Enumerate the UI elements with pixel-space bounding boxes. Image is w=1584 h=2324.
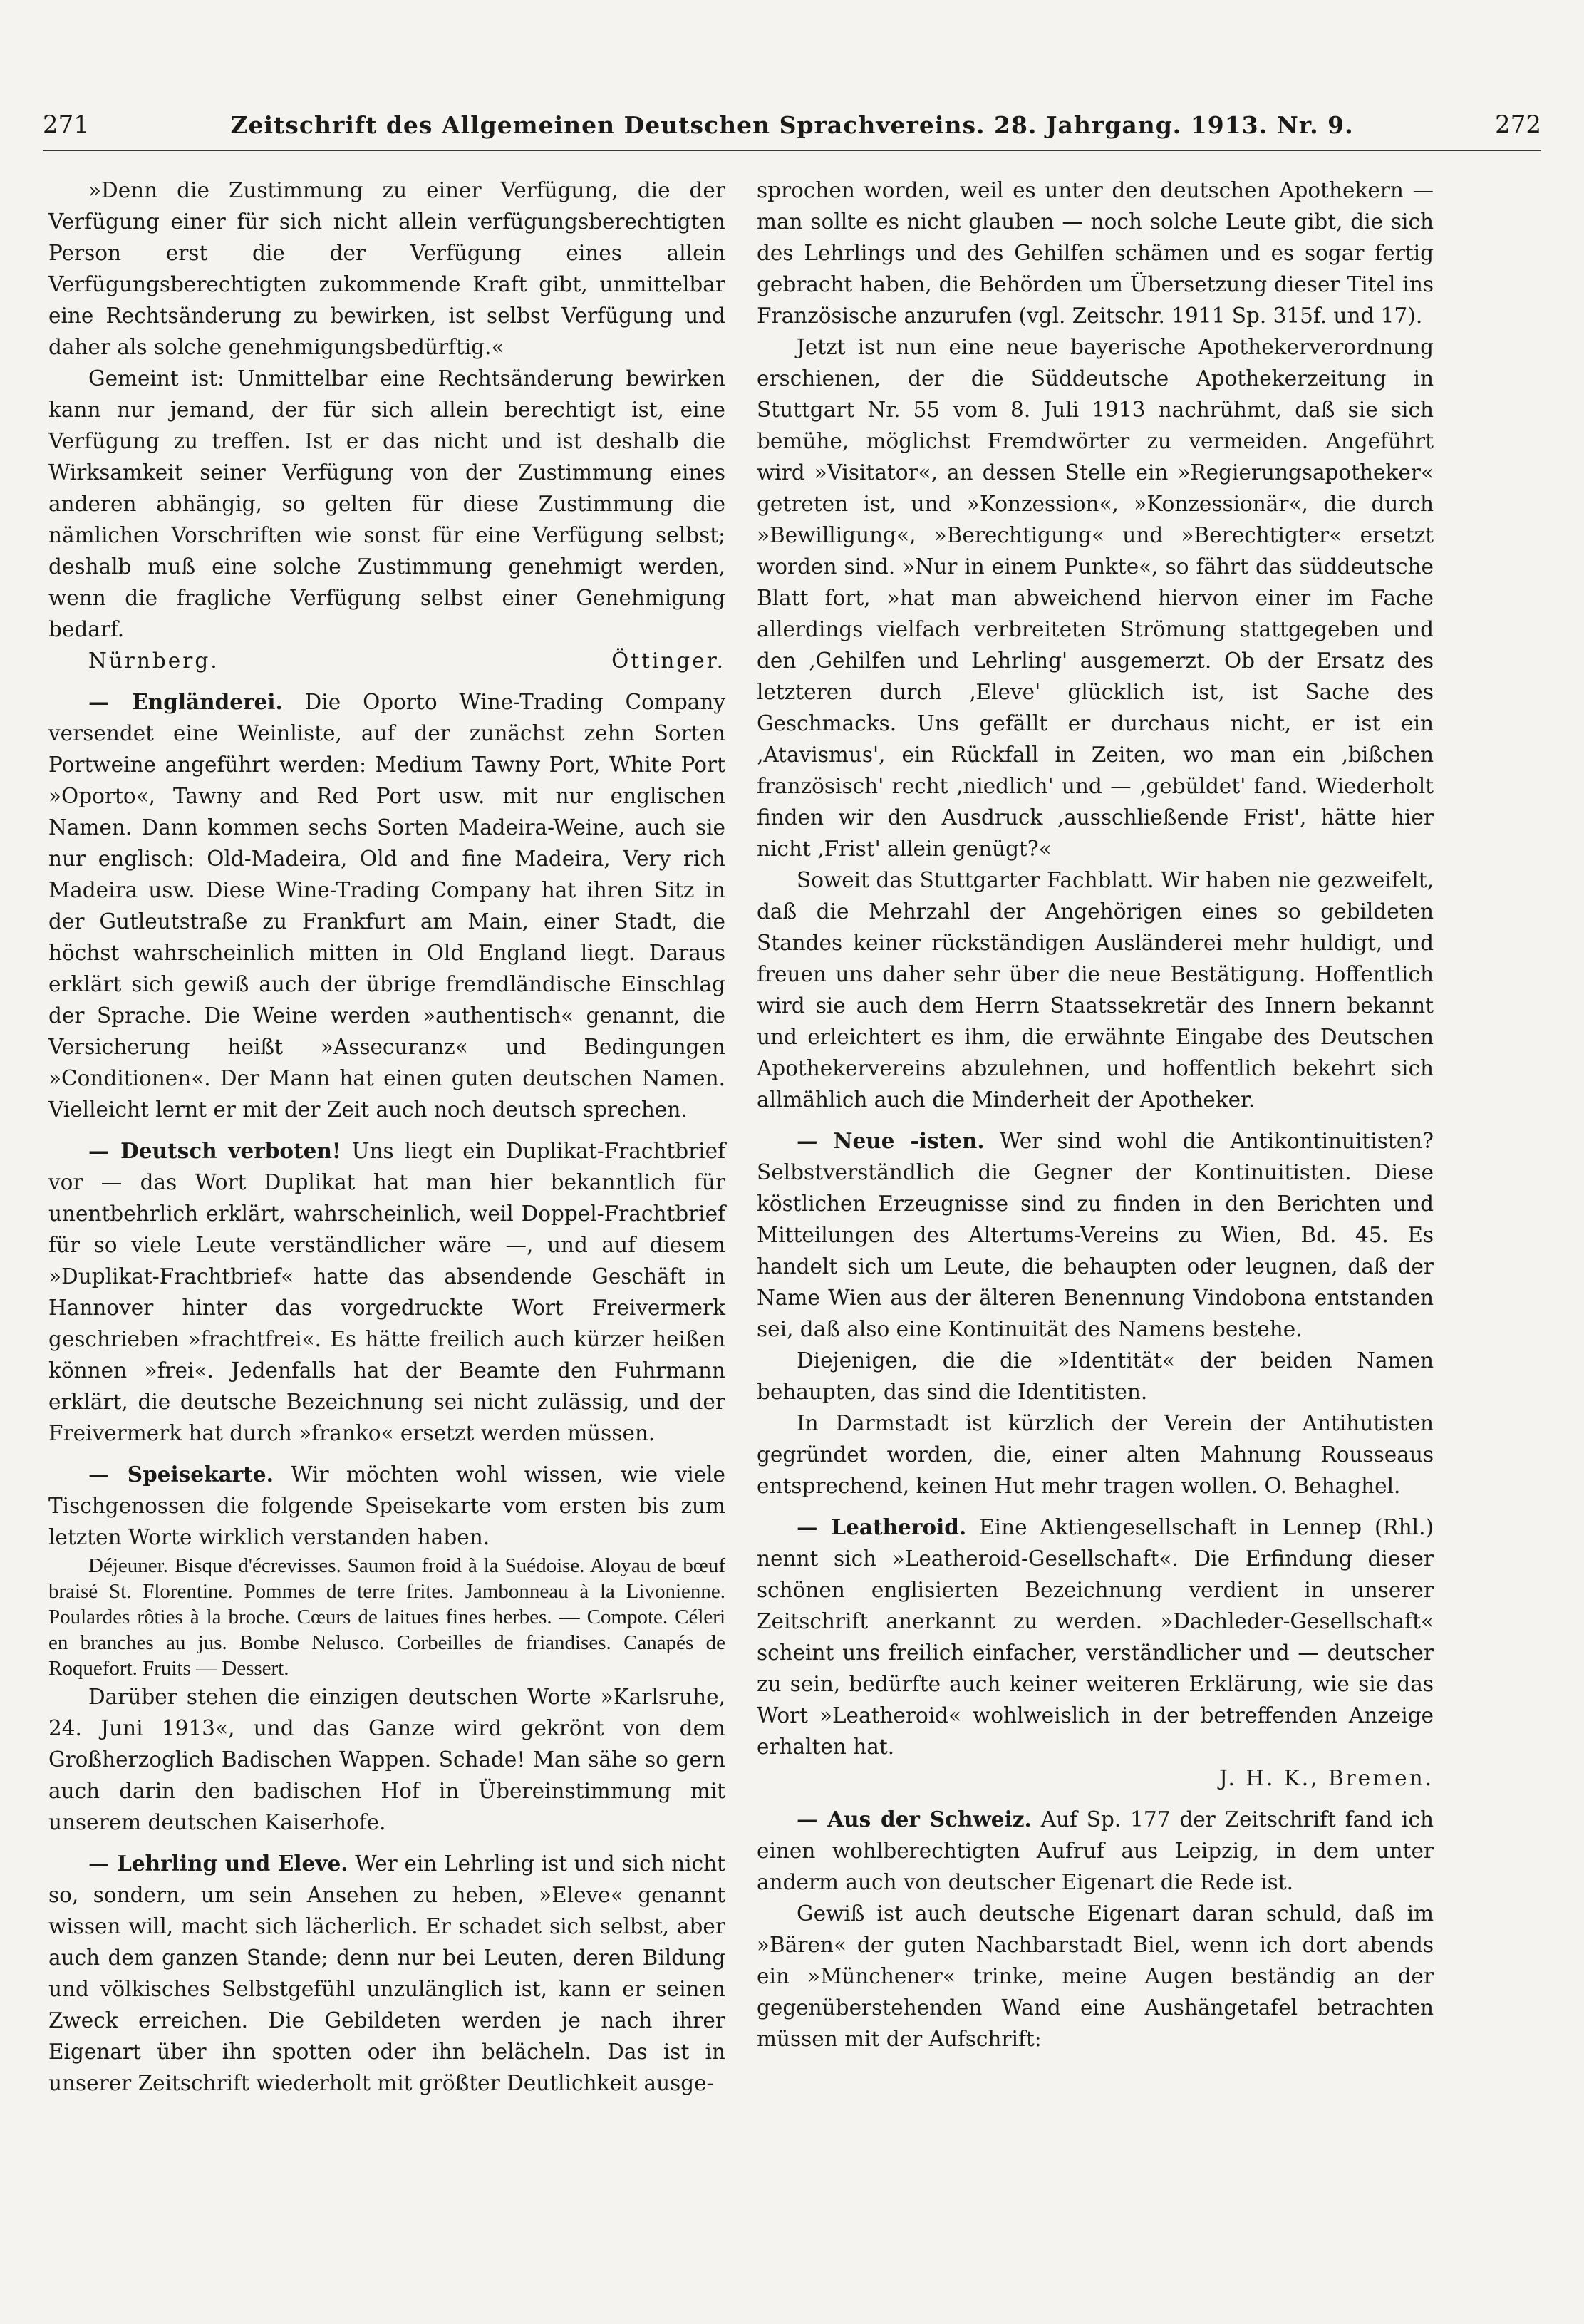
headword-englaenderei: — Engländerei. (88, 689, 283, 714)
identitaet-paragraph: Diejenigen, die die »Identität« der beiden Namen behaupten, das sind die Identitisten. (757, 1348, 1434, 1404)
darmstadt-paragraph: In Darmstadt ist kürzlich der Verein der Antihutisten gegründet worden, die, einer alten Mahnung Rousseaus entsprechend, keinen Hut mehr tragen wollen. O. Behaghel. (757, 1411, 1434, 1498)
signature-oettinger (48, 645, 725, 676)
signature-name: Öttinger. (611, 649, 725, 673)
soweit-paragraph: Soweit das Stuttgarter Fachblatt. Wir haben nie gezweifelt, daß die Mehrzahl der Angehörigen eines so gebildeten Standes keiner rückständigen Ausländerei mehr huldigt, und freuen uns daher sehr über die neue Bestätigung. Hoffentlich wird sie auch dem Herrn Staatssekretär des Innern bekannt und erleichtert es ihm, die erwähnte Eingabe des Deutschen Apothekervereins abzulehnen, und hoffentlich bekehrt sich allmählich auch die Minderheit der Apotheker. (757, 868, 1434, 1112)
body-lehrling-eleve: Wer ein Lehrling ist und sich nicht so, sondern, um sein Ansehen zu heben, »Eleve« genannt wissen will, macht sich lächerlich. Er schadet sich selbst, aber auch dem ganzen Stande; denn nur bei Leuten, deren Bildung und völkisches Selbstgefühl unzulänglich ist, kann er seinen Zweck erreichen. Die Gebildeten werden je nach ihrer Eigenart über ihn spotten oder ihn belächeln. Das ist in unserer Zeitschrift wiederholt mit größter Deutlichkeit ausge- (48, 1852, 725, 2095)
body-leatheroid: Eine Aktiengesellschaft in Lennep (Rhl.) nennt sich »Leatheroid-Gesellschaft«. Die Erfindung dieser schönen englisierten Bezeichnung verdient in unserer Zeitschrift anerkannt zu werden. »Dachleder-Gesellschaft« scheint uns freilich einfacher, verständlicher und — deutscher zu sein, bedürfte auch keiner weiteren Erklärung, wie sie das Wort »Leatheroid« wohlweislich in der betreffenden Anzeige erhalten hat. (757, 1515, 1434, 1759)
journal-title: Zeitschrift des Allgemeinen Deutschen Sprachvereins. 28. Jahrgang. 1913. Nr. 9. (230, 110, 1354, 139)
headword-leatheroid: — Leatheroid. (797, 1514, 967, 1539)
headword-speisekarte: — Speisekarte. (88, 1462, 274, 1487)
body-aus-der-schweiz: Auf Sp. 177 der Zeitschrift fand ich einen wohlberechtigten Aufruf aus Leipzig, in dem unter anderm auch von deutscher Eigenart die Rede ist. (757, 1807, 1434, 1894)
left-column (48, 175, 725, 2099)
article-aus-der-schweiz (757, 1804, 1434, 1898)
page-header (43, 100, 1541, 151)
article-lehrling-eleve (48, 1848, 725, 2099)
headword-deutsch-verboten: — Deutsch verboten! (88, 1138, 341, 1163)
article-neue-isten (757, 1125, 1434, 1345)
darueber-paragraph: Darüber stehen die einzigen deutschen Worte »Karlsruhe, 24. Juni 1913«, und das Ganze wird gekrönt von dem Großherzoglich Badischen Wappen. Schade! Man sähe so gern auch darin den badischen Hof in Übereinstimmung mit unserem deutschen Kaiserhofe. (48, 1685, 725, 1834)
gemeint-paragraph: Gemeint ist: Unmittelbar eine Rechtsänderung bewirken kann nur jemand, der für sich allein berechtigt ist, eine Verfügung zu treffen. Ist er das nicht und ist deshalb die Wirksamkeit seiner Verfügung von der Zustimmung eines anderen abhängig, so gelten für diese Zustimmung die nämlichen Vorschriften wie sonst für eine Verfügung selbst; deshalb muß eine solche Zustimmung genehmigt werden, wenn die fragliche Verfügung selbst einer Genehmigung bedarf. (48, 366, 725, 641)
quote-block: »Denn die Zustimmung zu einer Verfügung, die der Verfügung einer für sich nicht allein verfügungsberechtigten Person erst die der Verfügung eines allein Verfügungsberechtigten zukommende Kraft gibt, unmittelbar eine Rechtsänderung zu bewirken, ist selbst Verfügung und daher als solche genehmigungsbedürftig.« (48, 178, 725, 359)
gewiss-paragraph: Gewiß ist auch deutsche Eigenart daran schuld, daß im »Bären« der guten Nachbarstadt Biel, wenn ich dort abends ein »Münchener« trinke, meine Augen beständig an der gegenüberstehenden Wand eine Aushängetafel betrachten müssen mit der Aufschrift: (757, 1901, 1434, 2051)
signature-jhk: J. H. K., Bremen. (1219, 1766, 1434, 1790)
body-neue-isten: Wer sind wohl die Antikontinuitisten? Selbstverständlich die Gegner der Kontinuitisten. Diese köstlichen Erzeugnisse sind zu finden in den Berichten und Mitteilungen des Altertums-Vereins zu Wien, Bd. 45. Es handelt sich um Leute, die behaupten oder leugnen, daß der Name Wien aus der älteren Benennung Vindobona entstanden sei, daß also eine Kontinuität des Namens bestehe. (757, 1129, 1434, 1341)
article-speisekarte (48, 1459, 725, 1553)
right-column (757, 175, 1434, 2055)
body-englaenderei: Die Oporto Wine-Trading Company versendet eine Weinliste, auf der zunächst zehn Sorten Portweine angeführt werden: Medium Tawny Port, White Port »Oporto«, Tawny and Red Port usw. mit nur englischen Namen. Dann kommen sechs Sorten Madeira-Weine, auch sie nur englisch: Old-Madeira, Old and fine Madeira, Very rich Madeira usw. Diese Wine-Trading Company hat ihren Sitz in der Gutleutstraße zu Frankfurt am Main, einer Stadt, die höchst wahrscheinlich mitten in Old England liegt. Daraus erklärt sich gewiß auch der übrige fremdländische Einschlag der Sprache. Die Weine werden »authentisch« genannt, die Versicherung heißt »Assecuranz« und Bedingungen »Conditionen«. Der Mann hat einen guten deutschen Namen. Vielleicht lernt er mit der Zeit auch noch deutsch sprechen. (48, 690, 725, 1122)
body-speisekarte: Wir möchten wohl wissen, wie viele Tischgenossen die folgende Speisekarte vom ersten bis zum letzten Worte wirklich verstanden haben. (48, 1462, 725, 1549)
headword-neue-isten: — Neue -isten. (797, 1128, 985, 1153)
continuation-paragraph: sprochen worden, weil es unter den deutschen Apothekern — man sollte es nicht glauben — noch solche Leute gibt, die sich des Lehrlings und des Gehilfen schämen und es sogar fertig gebracht haben, die Behörden um Übersetzung dieser Titel ins Französische anzurufen (vgl. Zeitschr. 1911 Sp. 315f. und 17). (757, 178, 1434, 328)
signature-place: Nürnberg. (88, 649, 219, 673)
body-deutsch-verboten: Uns liegt ein Duplikat-Frachtbrief vor — das Wort Duplikat hat man hier bekanntlich für unentbehrlich erklärt, wahrscheinlich, weil Doppel-Frachtbrief für so viele Leute verständlicher wäre —, und auf diesem »Duplikat-Frachtbrief« hatte das absendende Geschäft in Hannover hinter das vorgedruckte Wort Freivermerk geschrieben »frachtfrei«. Es hätte freilich auch kürzer heißen können »frei«. Jedenfalls hat der Beamte den Fuhrmann erklärt, die deutsche Bezeichnung sei nicht zulässig, und der Freivermerk hat durch »franko« ersetzt werden müssen. (48, 1139, 725, 1445)
article-deutsch-verboten (48, 1135, 725, 1449)
headword-aus-der-schweiz: — Aus der Schweiz. (797, 1807, 1032, 1832)
article-englaenderei (48, 686, 725, 1125)
menu-french: Déjeuner. Bisque d'écrevisses. Saumon froid à la Suédoise. Aloyau de bœuf braisé St. Florentine. Pommes de terre frites. Jambonneau à la Livonienne. Poulardes rôties à la broche. Cœurs de laitues fines herbes. — Compote. Céleri en branches au jus. Bombe Nelusco. Corbeilles de friandises. Canapés de Roquefort. Fruits — Dessert. (48, 1554, 725, 1680)
article-leatheroid (757, 1512, 1434, 1762)
headword-lehrling-eleve: — Lehrling und Eleve. (88, 1851, 348, 1876)
page-number-left: 271 (43, 110, 89, 139)
page-number-right: 272 (1495, 110, 1541, 139)
apotheker-paragraph: Jetzt ist nun eine neue bayerische Apothekerverordnung erschienen, der die Süddeutsche Apothekerzeitung in Stuttgart Nr. 55 vom 8. Juli 1913 nachrühmt, daß sie sich bemühe, möglichst Fremdwörter zu vermeiden. Angeführt wird »Visitator«, an dessen Stelle ein »Regierungsapotheker« getreten ist, und »Konzession«, »Konzessionär«, die durch »Bewilligung«, »Berechtigung« und »Berechtigter« ersetzt worden sind. »Nur in einem Punkte«, so fährt das süddeutsche Blatt fort, »hat man abweichend hiervon einer im Fache allerdings vielfach verbreiteten Strömung stattgegeben und den ‚Gehilfen und Lehrling' ausgemerzt. Ob der Ersatz des letzteren durch ‚Eleve' glücklich ist, ist Sache des Geschmacks. Uns gefällt er durchaus nicht, er ist ein ‚Atavismus', ein Rückfall in Zeiten, wo man ein ‚bißchen französisch' recht ‚niedlich' und — ‚gebüldet' fand. Wiederholt finden wir den Ausdruck ‚ausschließende Frist', hätte hier nicht ‚Frist' allein genügt?« (757, 335, 1434, 861)
